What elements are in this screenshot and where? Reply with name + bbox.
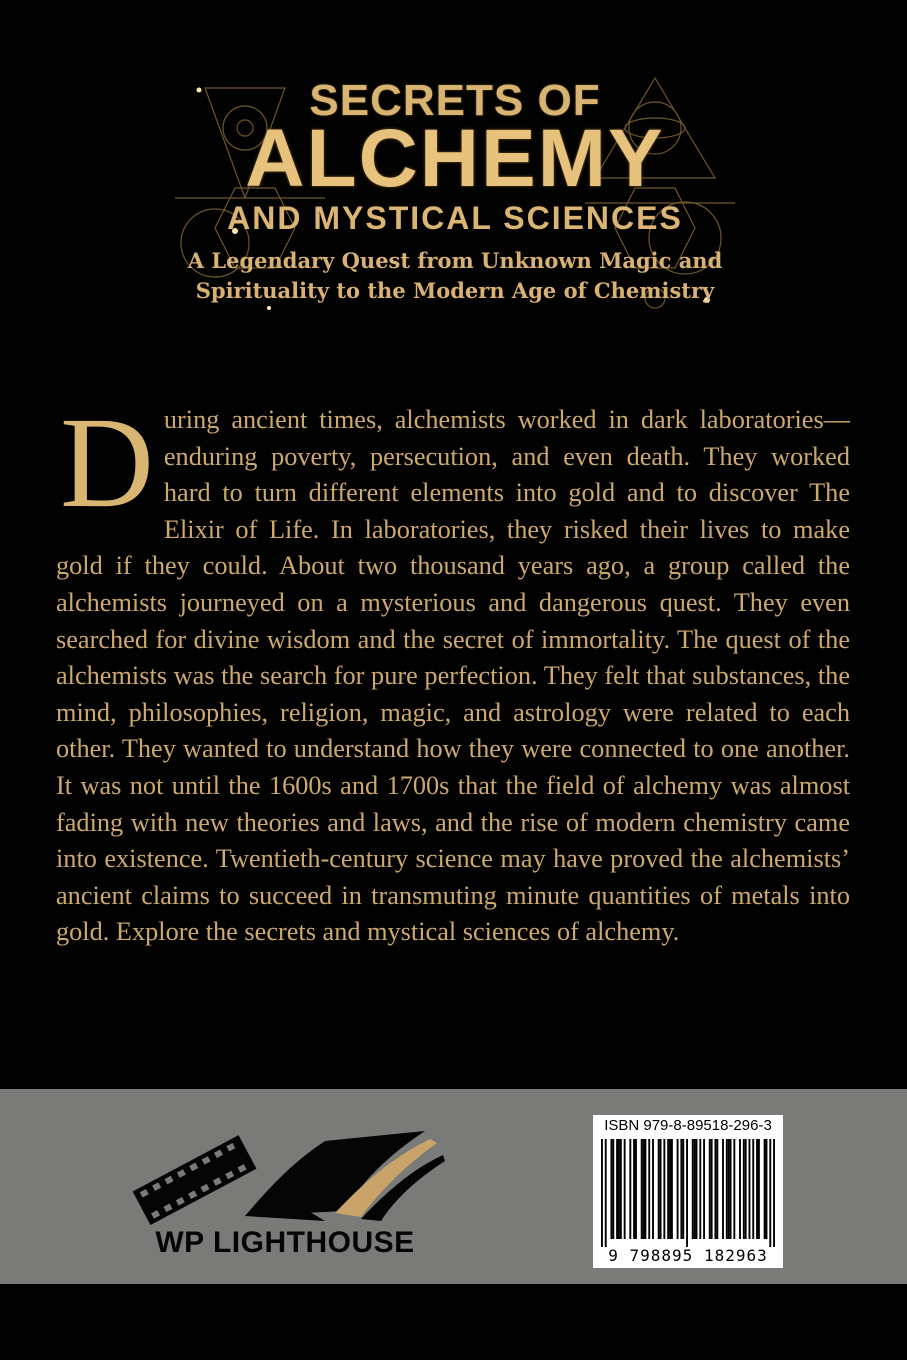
blurb-text: uring ancient times, alchemists worked in dark laboratories—enduring poverty, persecution, and even death. They worked hard to turn different elements into gold and to discover The Elixir of Life. In laboratories, they risked their lives to make gold if they could. About two thousand years ago, a group called the alchemists journeyed on a mysterious and dangerous quest. They even searched for divine wisdom and the secret of immortality. The quest of the alchemists was the search for pure perfection. They felt that substances, the mind, philosophies, religion, magic, and astrology were related to each other. They wanted to understand how they were connected to one another. It was not until the 1600s and 1700s that the field of alchemy was almost fading with new theories and laws, and the rise of modern chemistry came into existence. Twentieth-century science may have proved the alchemists’ ancient claims to succeed in transmuting minute quantities of metals into gold. Explore the secrets and mystical sciences of alchemy. [56, 405, 850, 947]
publisher-logo-icon [125, 1121, 445, 1231]
subtitle-line-2: Spirituality to the Modern Age of Chemistry [195, 278, 715, 303]
barcode-bars [601, 1139, 775, 1247]
isbn-label: ISBN 979-8-89518-296-3 [604, 1117, 772, 1134]
barcode-digits: 9 798895 182963 [608, 1246, 768, 1265]
drop-cap: D [60, 391, 154, 535]
isbn-barcode [593, 1115, 783, 1268]
publisher-name: WP LIGHTHOUSE [155, 1226, 415, 1259]
cover-title-block [175, 68, 735, 318]
title-mystical-sciences: AND MYSTICAL SCIENCES [227, 200, 683, 236]
title-secrets-of: SECRETS OF [309, 76, 601, 125]
blurb-paragraph [56, 391, 850, 951]
title-alchemy: ALCHEMY [245, 113, 665, 204]
subtitle-line-1: A Legendary Quest from Unknown Magic and [187, 248, 723, 273]
